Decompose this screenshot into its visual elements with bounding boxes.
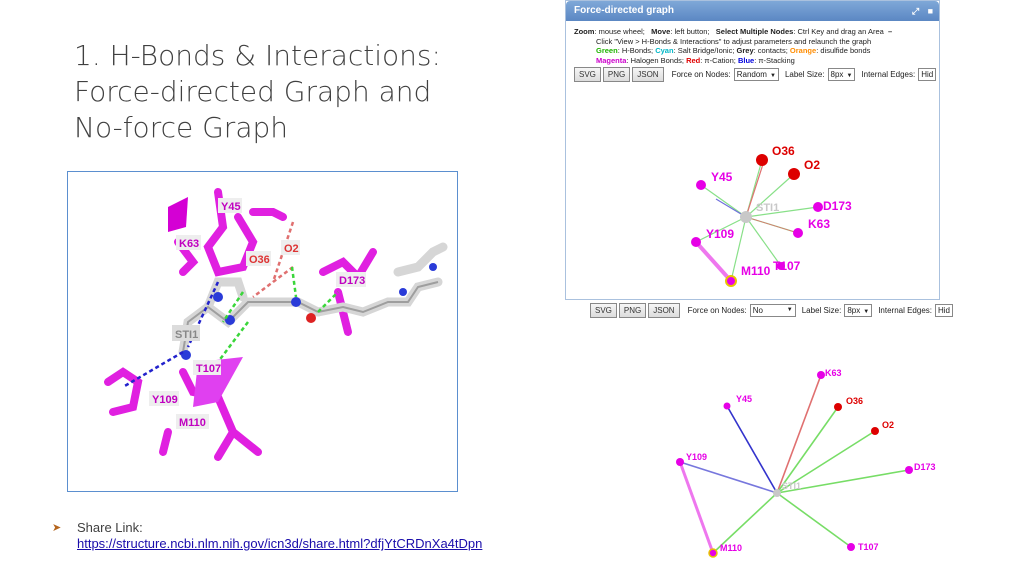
- graph-top-node-y109: Y109: [706, 227, 735, 241]
- graph-bottom-node-y45: Y45: [736, 394, 753, 404]
- label-size-label: Label Size:: [784, 70, 825, 79]
- graph-bottom-node-m110: M110: [720, 543, 743, 553]
- label-size-select[interactable]: 8px ▼: [828, 68, 856, 81]
- force-select-2[interactable]: No ▼: [750, 304, 796, 317]
- label-size-label-2: Label Size:: [801, 306, 842, 315]
- mol-label-o2: O2: [284, 243, 299, 255]
- internal-edges-label-2: Internal Edges:: [878, 306, 932, 315]
- graph-top-node-y45: Y45: [711, 170, 733, 184]
- expand-icon[interactable]: ⤢: [911, 6, 920, 16]
- force-label: Force on Nodes:: [671, 70, 731, 79]
- no-force-graph[interactable]: [600, 320, 980, 576]
- graph-top-node-d173: D173: [823, 199, 852, 213]
- share-label: Share Link:: [77, 520, 143, 535]
- force-directed-graph[interactable]: [566, 1, 940, 300]
- close-icon[interactable]: ■: [927, 6, 933, 16]
- slide-title-line-1: 1. H-Bonds & Interactions:: [74, 39, 441, 72]
- force-directed-graph-window: [565, 0, 940, 300]
- png-button-2[interactable]: PNG: [619, 303, 646, 318]
- svg-button[interactable]: SVG: [574, 67, 601, 82]
- graph-bottom-node-sti1: STI1: [782, 481, 802, 491]
- slide-title: [74, 38, 494, 146]
- graph-top-node-m110: M110: [741, 264, 771, 278]
- png-button[interactable]: PNG: [603, 67, 630, 82]
- force-label-2: Force on Nodes:: [687, 306, 747, 315]
- graph-top-node-o2: O2: [804, 158, 821, 172]
- mol-label-y45: Y45: [221, 201, 241, 213]
- graph-top-node-sti1: STI1: [756, 202, 780, 214]
- mol-label-sti1: STI1: [175, 329, 199, 341]
- share-url-link[interactable]: https://structure.ncbi.nlm.nih.gov/icn3d/share.html?dfjYtCRDnXa4tDpn: [77, 536, 483, 551]
- json-button[interactable]: JSON: [632, 67, 663, 82]
- molecule-3d-view: [67, 171, 458, 492]
- graph-bottom-node-y109: Y109: [686, 452, 708, 462]
- graph-bottom-node-k63: K63: [825, 368, 842, 378]
- graph-bottom-node-d173: D173: [914, 462, 936, 472]
- mol-label-t107: T107: [196, 363, 222, 375]
- graph-top-node-k63: K63: [808, 217, 831, 231]
- internal-edges-select[interactable]: Hid: [918, 68, 936, 81]
- bottom-controls-row: [590, 303, 953, 318]
- mol-label-m110: M110: [179, 417, 206, 429]
- bullet-arrow-icon: ➤: [52, 522, 62, 534]
- label-size-select-2[interactable]: 8px ▼: [844, 304, 872, 317]
- mol-label-k63: K63: [179, 238, 200, 250]
- help-text: Zoom: mouse wheel; Move: left button; Select Multiple Nodes: Ctrl Key and drag an Area – Click "View > H-Bonds & Interactions" to adjust parameters and relaunch the graph Green: H-Bonds; Cyan: Salt Bridge/Ionic; Grey: contacts; Orange: disulfide bonds Magenta: Halogen Bonds; Red: π-Cation; Blue: π-Stacking: [574, 27, 893, 65]
- graph-bottom-node-o36: O36: [846, 396, 864, 406]
- mol-label-o36: O36: [249, 254, 270, 266]
- force-select[interactable]: Random ▼: [734, 68, 779, 81]
- window-title: Force-directed graph: [574, 5, 675, 16]
- slide-title-line-3: No-force Graph: [74, 111, 288, 144]
- internal-edges-select-2[interactable]: Hid: [935, 304, 953, 317]
- internal-edges-label: Internal Edges:: [861, 70, 916, 79]
- mol-label-y109: Y109: [152, 394, 178, 406]
- mol-label-d173: D173: [339, 275, 366, 287]
- graph-bottom-node-t107: T107: [858, 542, 879, 552]
- graph-top-node-t107: T107: [773, 259, 801, 273]
- graph-top-node-o36: O36: [772, 144, 795, 158]
- graph-bottom-node-o2: O2: [882, 420, 895, 430]
- slide-title-line-2: Force-directed Graph and: [74, 75, 432, 108]
- json-button-2[interactable]: JSON: [648, 303, 679, 318]
